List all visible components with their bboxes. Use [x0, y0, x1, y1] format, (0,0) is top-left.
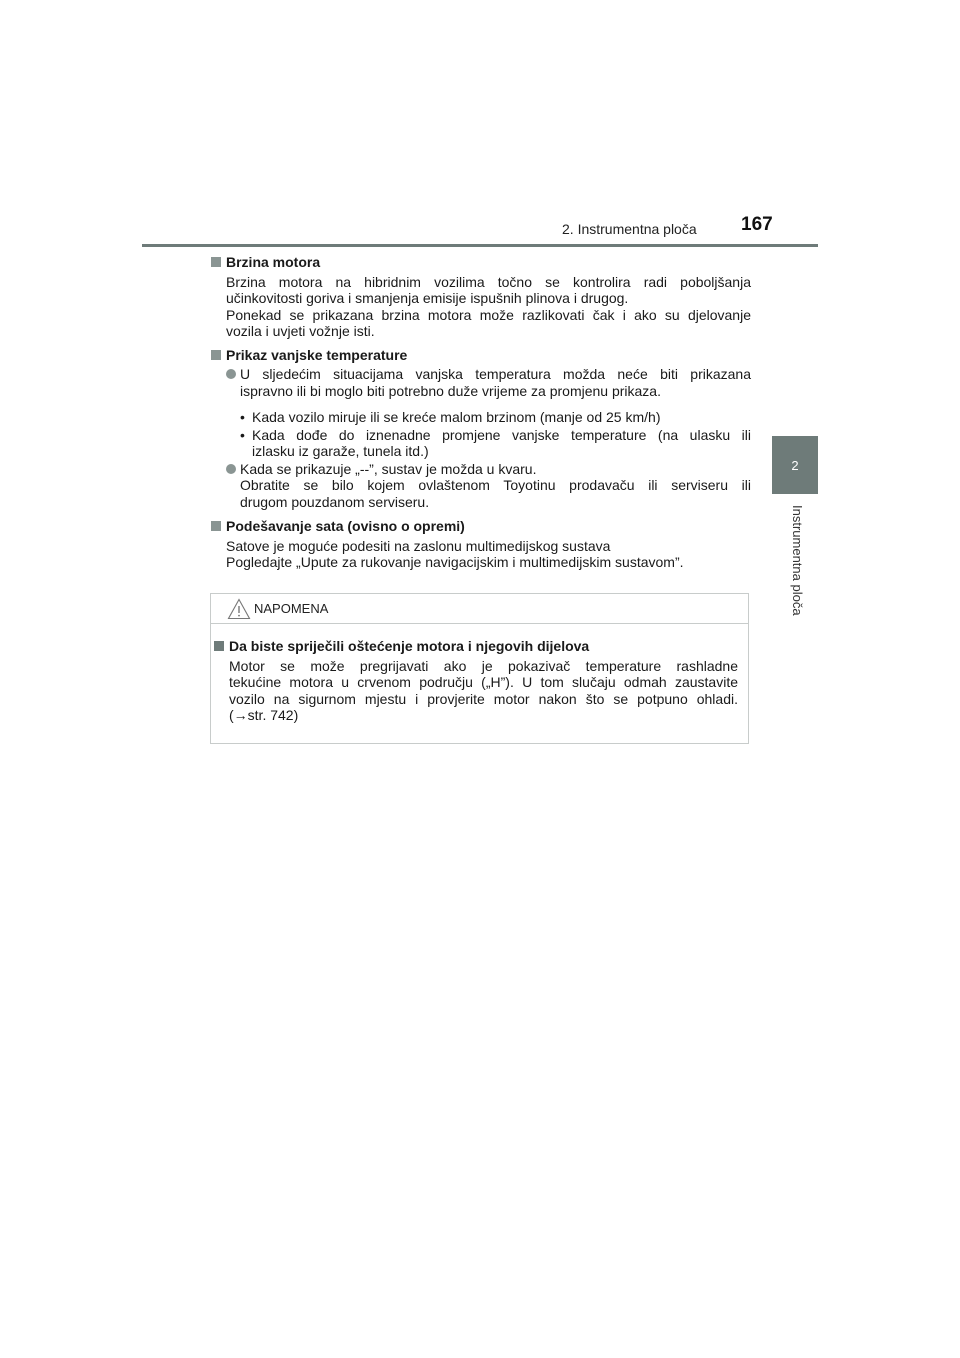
circle-bullet-icon [226, 464, 236, 474]
header-section-title: 2. Instrumentna ploča [562, 221, 697, 237]
circle-bullet-icon [226, 369, 236, 379]
list-item: • Kada vozilo miruje ili se kreće malom brzinom (manje od 25 km/h) [240, 409, 661, 425]
square-bullet-icon [211, 521, 221, 531]
chapter-tab [772, 436, 818, 494]
square-bullet-icon [211, 257, 221, 267]
chapter-number: 2 [791, 457, 799, 473]
page-content [210, 254, 751, 578]
sub-bullet-marker: • [240, 426, 245, 443]
section-heading-clock: Podešavanje sata (ovisno o opremi) [210, 518, 751, 535]
section-heading-engine-speed: Brzina motora [210, 254, 751, 271]
header-divider [142, 244, 818, 247]
clock-text: Satove je moguće podesiti na zaslonu multimedijskog sustava Pogledajte „Upute za rukovanje navigacijskim i multimedijskim sustavom”. [226, 537, 684, 570]
chapter-label: Instrumentna ploča [790, 505, 805, 616]
notice-text: Motor se može pregrijavati ako je pokazivač temperature rashladne tekućine motora u crvenom području („H”). U tom slučaju odmah zaustavite vozilo na sigurnom mjestu i provjerite motor nakon što se potpuno ohladi. (→str. 742) [229, 657, 738, 723]
engine-speed-text: Brzina motora na hibridnim vozilima točno se kontrolira radi poboljšanja učinkovitosti goriva i smanjenja emisije ispušnih plinova i drugog. Ponekad se prikazana brzina motora može razlikovati čak i ako su djelovanje vozila i uvjeti vožnje isti. [226, 273, 751, 339]
notice-header [211, 594, 748, 624]
list-item: • Kada dođe do iznenadne promjene vanjske temperature (na ulasku ili izlasku iz garaže, tunela itd.) [240, 426, 751, 459]
sub-bullet-marker: • [240, 409, 245, 425]
list-item: U sljedećim situacijama vanjska temperatura možda neće biti prikazana ispravno ili bi moglo biti potrebno duže vrijeme za promjenu prikaza. [210, 366, 751, 399]
notice-box [210, 593, 749, 744]
notice-body [211, 638, 738, 731]
square-bullet-icon [211, 350, 221, 360]
section-heading-outside-temp: Prikaz vanjske temperature [210, 347, 751, 364]
notice-heading: Da biste spriječili oštećenje motora i njegovih dijelova [211, 638, 738, 655]
page-number: 167 [741, 214, 773, 235]
list-item: Kada se prikazuje „--”, sustav je možda u kvaru. Obratite se bilo kojem ovlaštenom Toyotinu prodavaču ili serviseru ili drugom pouzdanom serviseru. [210, 461, 751, 511]
square-bullet-icon [214, 641, 224, 651]
notice-title: NAPOMENA [254, 601, 329, 616]
warning-triangle-icon [227, 598, 251, 620]
